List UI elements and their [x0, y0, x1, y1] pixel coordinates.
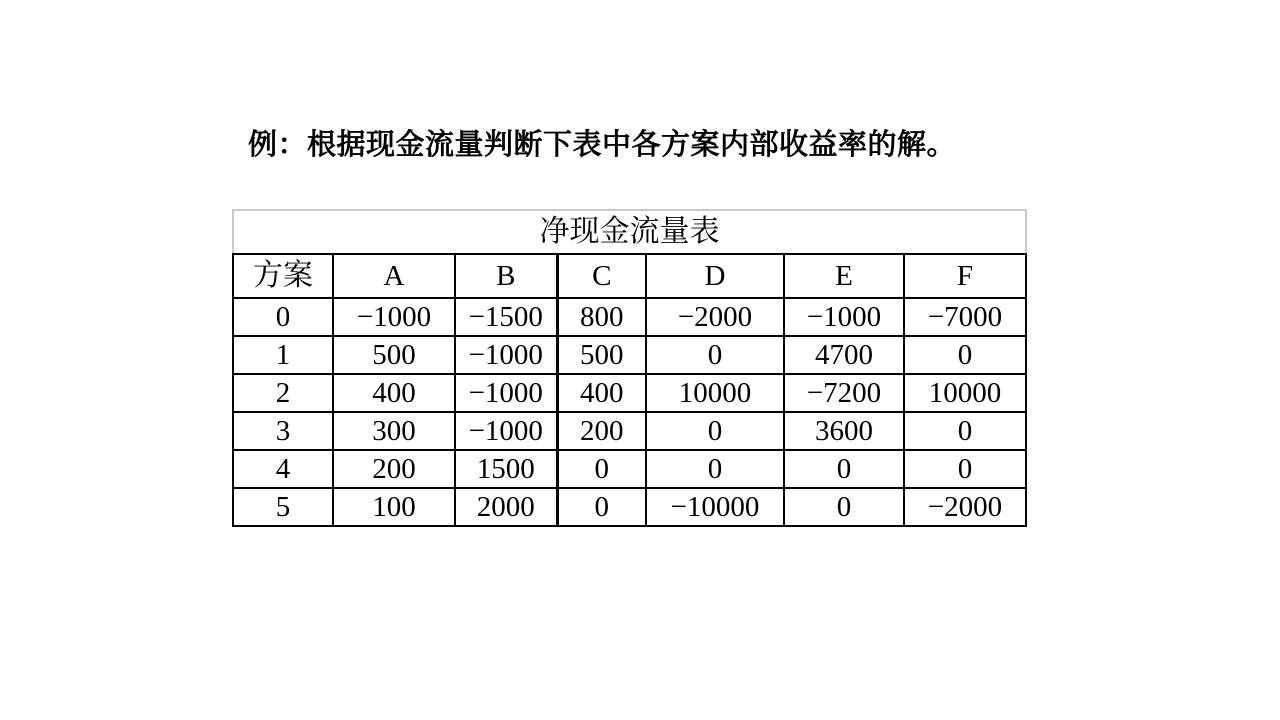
- period-cell: 0: [233, 298, 333, 336]
- column-header-e: E: [784, 254, 904, 298]
- cash-flow-cell: −1000: [455, 374, 557, 412]
- cash-flow-cell: 0: [557, 488, 646, 526]
- table-caption: 净现金流量表: [233, 210, 1026, 254]
- cash-flow-cell: 300: [333, 412, 455, 450]
- column-header-a: A: [333, 254, 455, 298]
- cash-flow-cell: 200: [333, 450, 455, 488]
- cash-flow-cell: 4700: [784, 336, 904, 374]
- period-cell: 4: [233, 450, 333, 488]
- period-cell: 1: [233, 336, 333, 374]
- cash-flow-cell: −1000: [455, 336, 557, 374]
- cash-flow-cell: 0: [646, 450, 784, 488]
- cash-flow-cell: 500: [333, 336, 455, 374]
- table-header-row: [233, 254, 1026, 298]
- cash-flow-cell: 400: [333, 374, 455, 412]
- cash-flow-cell: 0: [646, 336, 784, 374]
- cash-flow-cell: 500: [557, 336, 646, 374]
- table-row: [233, 488, 1026, 526]
- net-cash-flow-table: [232, 209, 1027, 527]
- cash-flow-cell: 200: [557, 412, 646, 450]
- table-row: [233, 450, 1026, 488]
- cash-flow-cell: −7200: [784, 374, 904, 412]
- table-row: [233, 336, 1026, 374]
- column-header-d: D: [646, 254, 784, 298]
- cash-flow-cell: −1500: [455, 298, 557, 336]
- cash-flow-cell: −1000: [333, 298, 455, 336]
- cash-flow-cell: −2000: [904, 488, 1026, 526]
- cash-flow-cell: 0: [784, 450, 904, 488]
- column-header-b: B: [455, 254, 557, 298]
- cash-flow-cell: 2000: [455, 488, 557, 526]
- cash-flow-cell: 1500: [455, 450, 557, 488]
- cash-flow-cell: 0: [904, 412, 1026, 450]
- cash-flow-cell: 100: [333, 488, 455, 526]
- corner-header: 方案: [233, 254, 333, 298]
- cash-flow-cell: 3600: [784, 412, 904, 450]
- cash-flow-cell: −7000: [904, 298, 1026, 336]
- cash-flow-cell: 10000: [904, 374, 1026, 412]
- cash-flow-cell: 400: [557, 374, 646, 412]
- cash-flow-cell: 0: [784, 488, 904, 526]
- cash-flow-cell: 0: [557, 450, 646, 488]
- cash-flow-cell: 0: [646, 412, 784, 450]
- table-row: [233, 298, 1026, 336]
- period-cell: 5: [233, 488, 333, 526]
- cash-flow-cell: 0: [904, 450, 1026, 488]
- cash-flow-cell: −1000: [784, 298, 904, 336]
- table-caption-row: [233, 210, 1026, 254]
- period-cell: 3: [233, 412, 333, 450]
- cash-flow-cell: −10000: [646, 488, 784, 526]
- cash-flow-cell: −2000: [646, 298, 784, 336]
- cash-flow-cell: −1000: [455, 412, 557, 450]
- period-cell: 2: [233, 374, 333, 412]
- column-header-c: C: [557, 254, 646, 298]
- table-row: [233, 412, 1026, 450]
- table-row: [233, 374, 1026, 412]
- cash-flow-cell: 10000: [646, 374, 784, 412]
- cash-flow-cell: 0: [904, 336, 1026, 374]
- cash-flow-cell: 800: [557, 298, 646, 336]
- column-header-f: F: [904, 254, 1026, 298]
- example-heading: 例：根据现金流量判断下表中各方案内部收益率的解。: [248, 127, 957, 161]
